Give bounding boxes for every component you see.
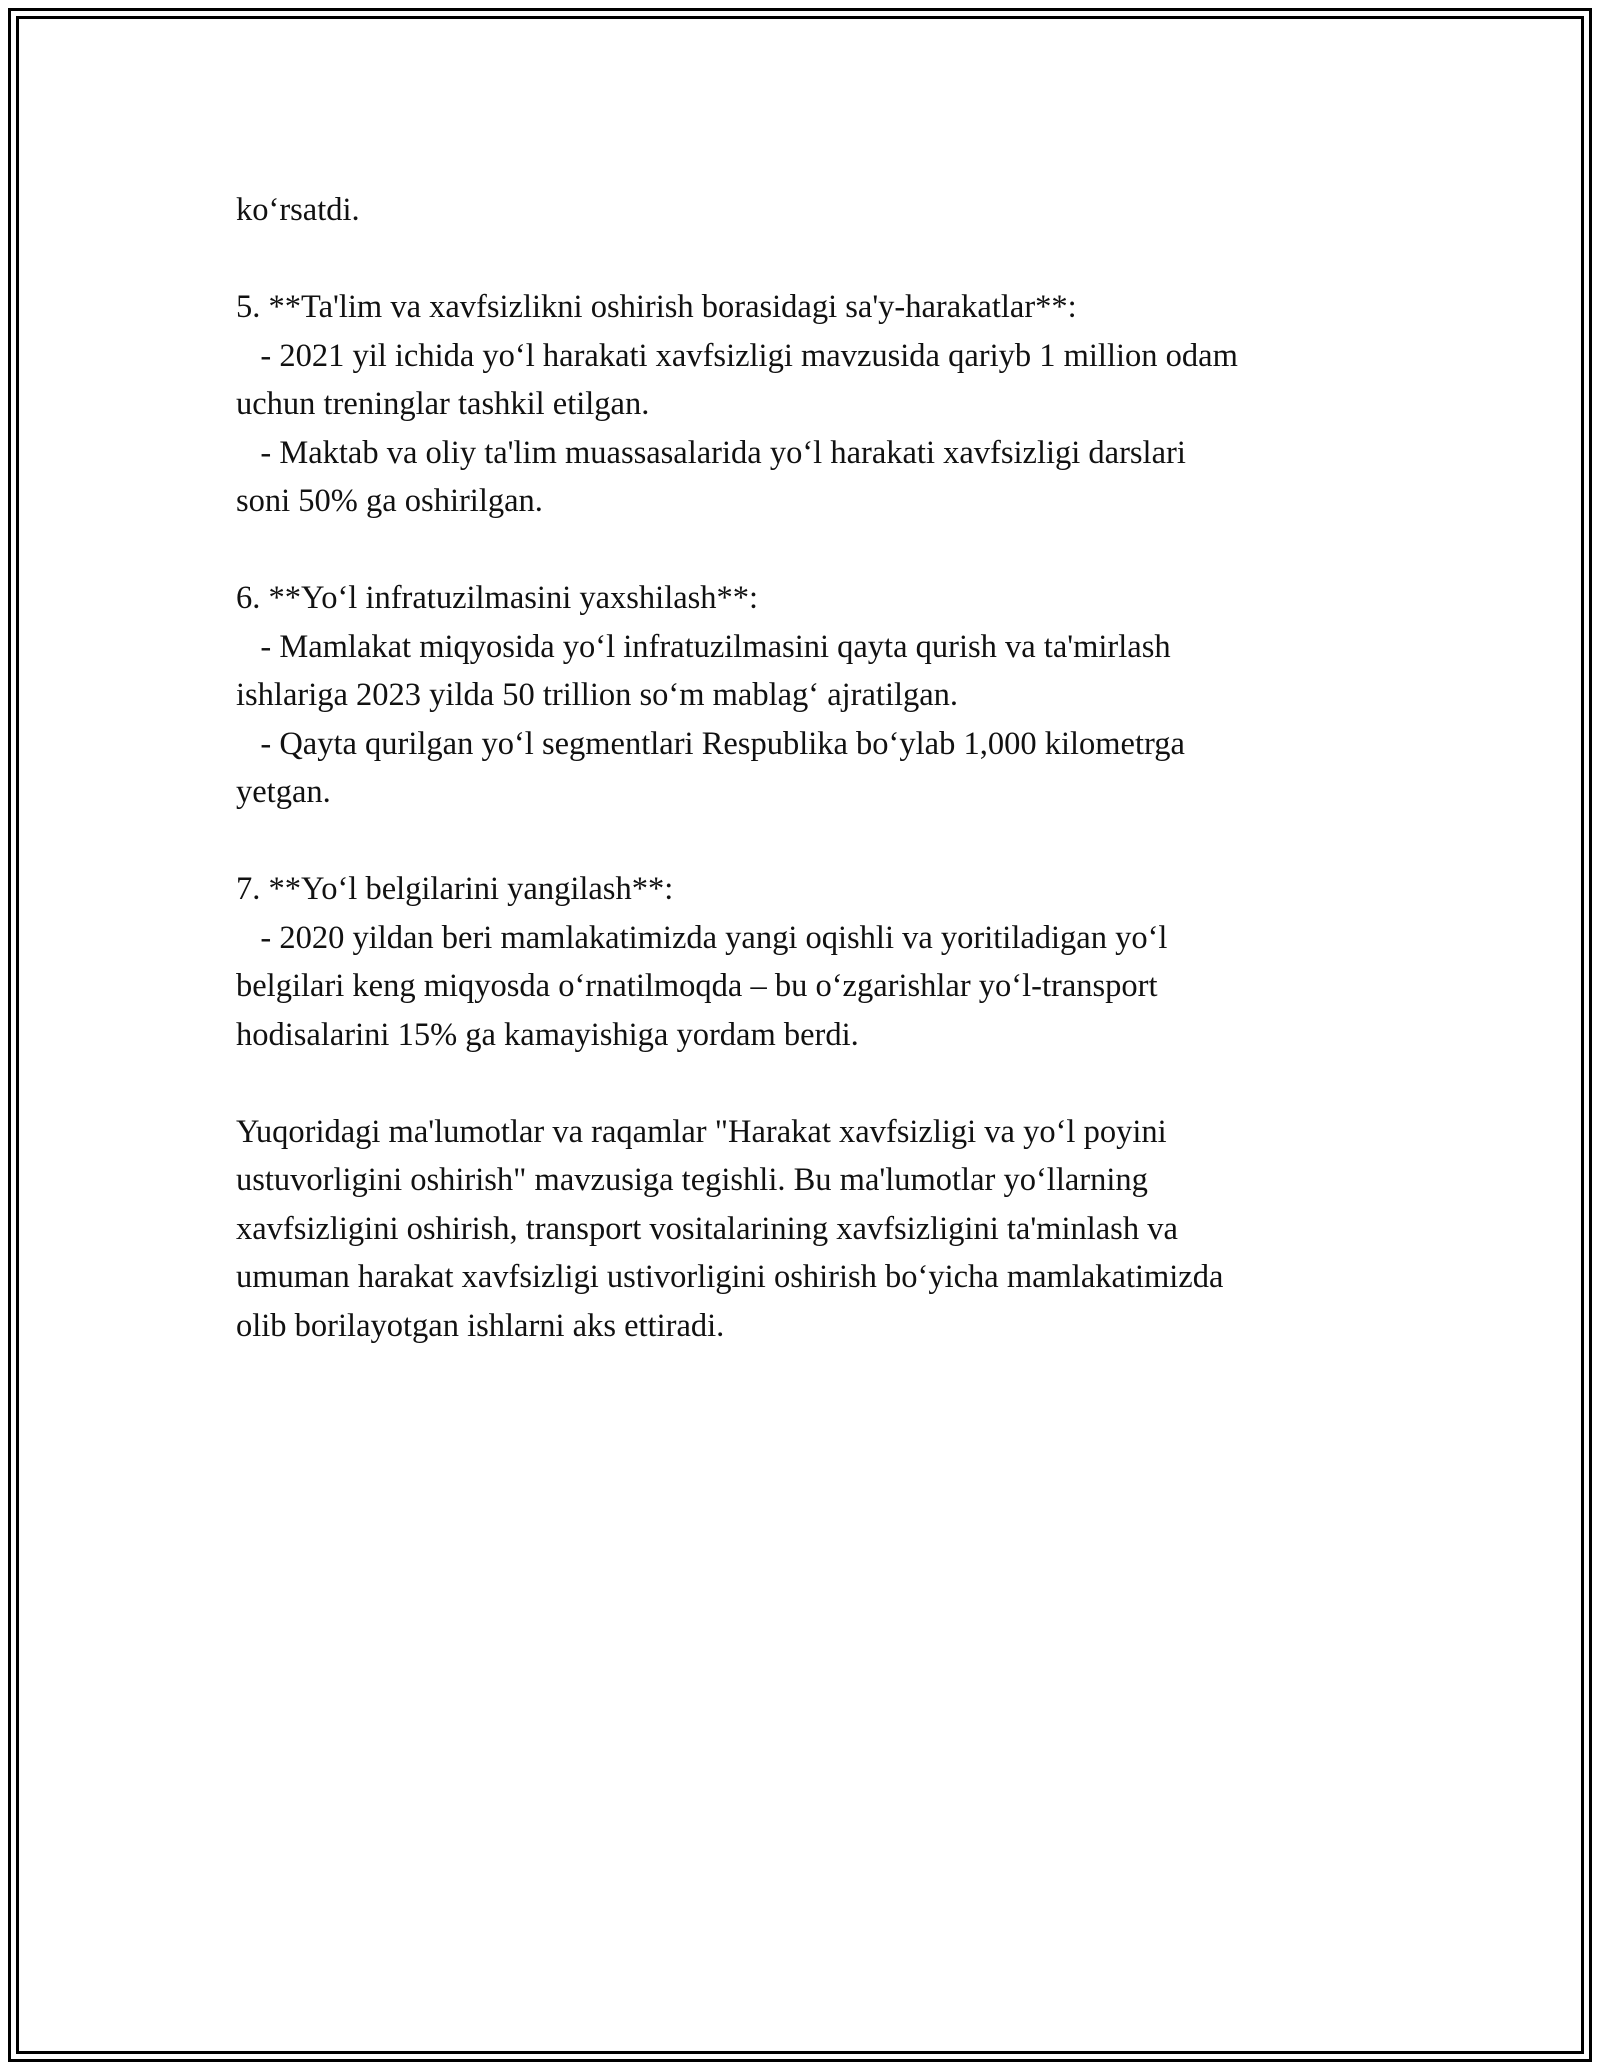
document-body	[236, 186, 1396, 1350]
conclusion-line: ustuvorligini oshirish" mavzusiga tegishli. Bu ma'lumotlar yo‘llarning	[236, 1162, 1148, 1198]
section-heading: 5. **Ta'lim va xavfsizlikni oshirish borasidagi sa'y-harakatlar**:	[236, 289, 1077, 325]
conclusion-line: olib borilayotgan ishlarni aks ettiradi.	[236, 1307, 725, 1344]
bullet-line: - Qayta qurilgan yo‘l segmentlari Respublika bo‘ylab 1,000 kilometrga	[236, 725, 1185, 762]
bullet-line: yetgan.	[236, 774, 331, 810]
paragraph-gap	[236, 817, 1396, 866]
section-heading: 7. **Yo‘l belgilarini yangilash**:	[236, 871, 674, 907]
paragraph-gap	[236, 526, 1396, 575]
section-heading: 6. **Yo‘l infratuzilmasini yaxshilash**:	[236, 580, 759, 616]
bullet-line: soni 50% ga oshirilgan.	[236, 483, 543, 519]
bullet-line: - 2021 yil ichida yo‘l harakati xavfsizligi mavzusida qariyb 1 million odam	[236, 337, 1238, 374]
conclusion-line: Yuqoridagi ma'lumotlar va raqamlar "Harakat xavfsizligi va yo‘l poyini	[236, 1113, 1167, 1150]
bullet-line: hodisalarini 15% ga kamayishiga yordam berdi.	[236, 1016, 859, 1053]
bullet-line: - 2020 yildan beri mamlakatimizda yangi oqishli va yoritiladigan yo‘l	[236, 919, 1168, 956]
paragraph-gap	[236, 235, 1396, 284]
paragraph-gap	[236, 1059, 1396, 1108]
conclusion-line: umuman harakat xavfsizligi ustivorligini oshirish bo‘yicha mamlakatimizda	[236, 1259, 1224, 1295]
bullet-line: uchun treninglar tashkil etilgan.	[236, 386, 650, 422]
bullet-line: - Mamlakat miqyosida yo‘l infratuzilmasini qayta qurish va ta'mirlash	[236, 628, 1171, 665]
bullet-line: - Maktab va oliy ta'lim muassasalarida yo‘l harakati xavfsizligi darslari	[236, 434, 1186, 471]
conclusion-line: xavfsizligini oshirish, transport vositalarining xavfsizligini ta'minlash va	[236, 1210, 1178, 1247]
bullet-line: ishlariga 2023 yilda 50 trillion so‘m mablag‘ ajratilgan.	[236, 677, 959, 713]
intro-fragment: ko‘rsatdi.	[236, 192, 360, 228]
bullet-line: belgilari keng miqyosda o‘rnatilmoqda – bu o‘zgarishlar yo‘l-transport	[236, 968, 1158, 1004]
